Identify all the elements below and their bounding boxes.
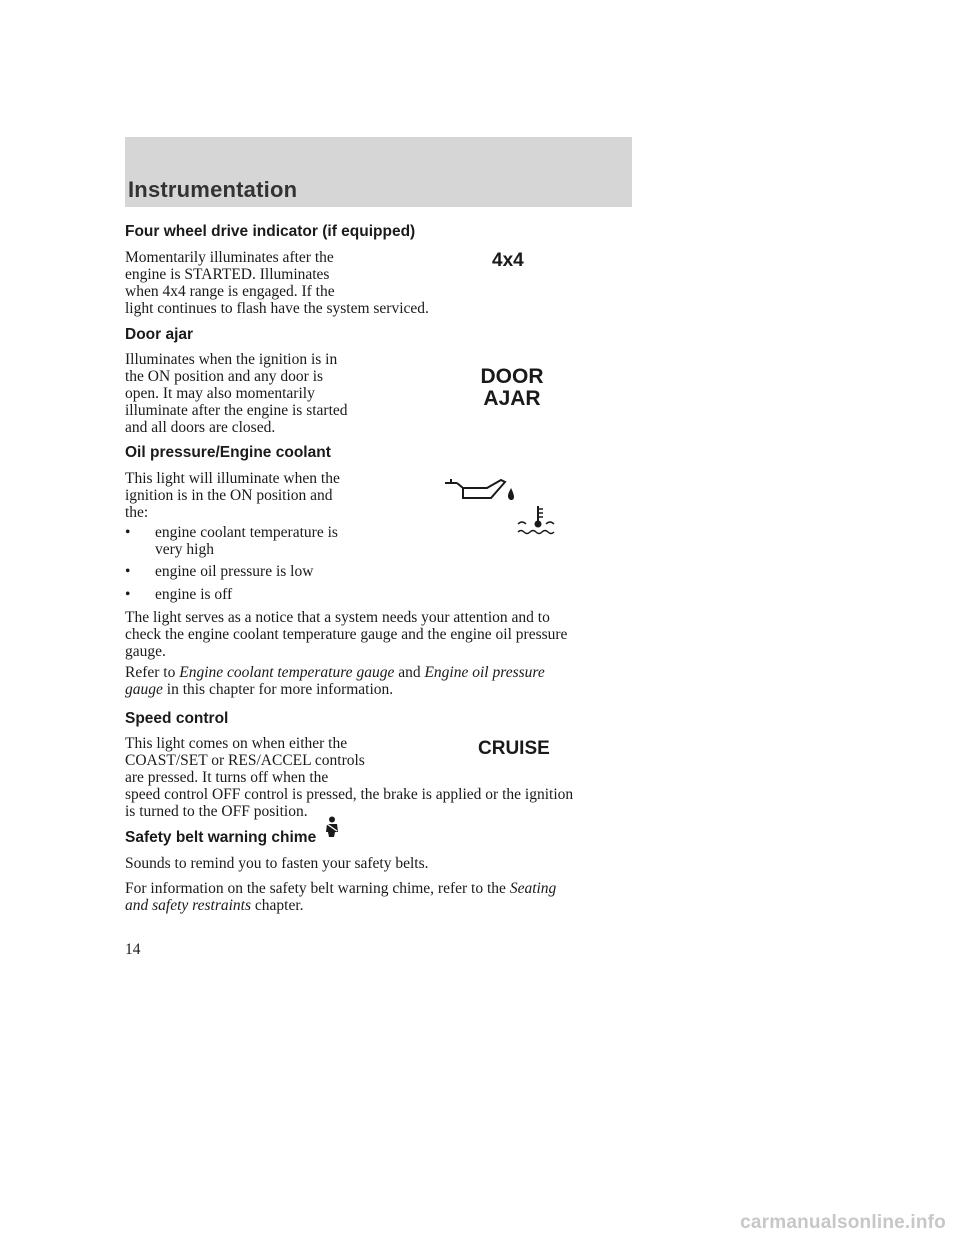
page-number: 14 — [125, 941, 141, 958]
safety-belt-heading — [125, 829, 316, 847]
footer-watermark: carmanualsonline.info — [740, 1212, 946, 1233]
four-by-four-icon: 4x4 — [492, 250, 524, 271]
oil-pressure-heading: Oil pressure/Engine coolant — [125, 444, 331, 461]
refer-prefix: Refer to — [125, 664, 180, 681]
info-prefix: For information on the safety belt warning chime, refer to the — [125, 880, 510, 897]
oil-bullet-2-text: engine oil pressure is low — [155, 563, 314, 580]
safety-belt-heading-text: Safety belt warning chime — [125, 829, 317, 846]
oil-bullet-2 — [125, 563, 425, 581]
four-wheel-drive-heading: Four wheel drive indicator (if equipped) — [125, 223, 416, 240]
door-ajar-icon-line2: AJAR — [483, 387, 541, 410]
seatbelt-person-icon — [323, 816, 341, 838]
door-ajar-icon-line1: DOOR — [480, 365, 544, 388]
refer-and: and — [394, 664, 425, 681]
refer-coolant-gauge: Engine coolant temperature gauge — [179, 664, 395, 681]
oil-pressure-notice: The light serves as a notice that a system needs your attention and to check the engine coolant temperature gauge and the engine oil pressure gauge. — [125, 609, 568, 660]
bullet-marker: • — [125, 586, 131, 603]
four-wheel-drive-body: Momentarily illuminates after the engine is STARTED. Illuminates when 4x4 range is engaged. If the light continues to flash have the system serviced. — [125, 249, 429, 317]
info-seating-part1: Seating — [509, 880, 557, 897]
door-ajar-heading: Door ajar — [125, 326, 194, 343]
bullet-marker: • — [125, 563, 131, 580]
cruise-icon: CRUISE — [478, 738, 550, 759]
door-ajar-icon — [472, 366, 552, 410]
refer-oil-gauge-part2: gauge — [125, 681, 163, 698]
speed-control-heading: Speed control — [125, 710, 229, 727]
page-title: Instrumentation — [128, 177, 298, 202]
door-ajar-body: Illuminates when the ignition is in the ON position and any door is open. It may also momentarily illuminate after the engine is started and all doors are closed. — [125, 351, 348, 436]
safety-belt-body: Sounds to remind you to fasten your safety belts. — [125, 855, 429, 872]
oil-pressure-body: This light will illuminate when the ignition is in the ON position and the: — [125, 470, 340, 521]
refer-oil-gauge-part1: Engine oil pressure — [424, 664, 545, 681]
info-seating-part2: and safety restraints — [125, 897, 252, 914]
safety-belt-info — [125, 880, 635, 914]
bullet-marker: • — [125, 524, 131, 541]
oil-bullet-1 — [125, 524, 425, 560]
coolant-temperature-icon — [516, 504, 556, 536]
oil-can-icon — [443, 476, 518, 502]
oil-pressure-refer — [125, 664, 635, 698]
oil-bullet-3-text: engine is off — [155, 586, 233, 603]
oil-bullet-3 — [125, 586, 425, 604]
info-suffix: chapter. — [251, 897, 304, 914]
refer-suffix: in this chapter for more information. — [162, 681, 394, 698]
oil-bullet-1-text: engine coolant temperature is very high — [155, 524, 338, 558]
speed-control-body: This light comes on when either the COAST/SET or RES/ACCEL controls are pressed. It turns off when the speed control OFF control is pressed, the brake is applied or the ignition is turned to the OFF position. — [125, 735, 574, 820]
